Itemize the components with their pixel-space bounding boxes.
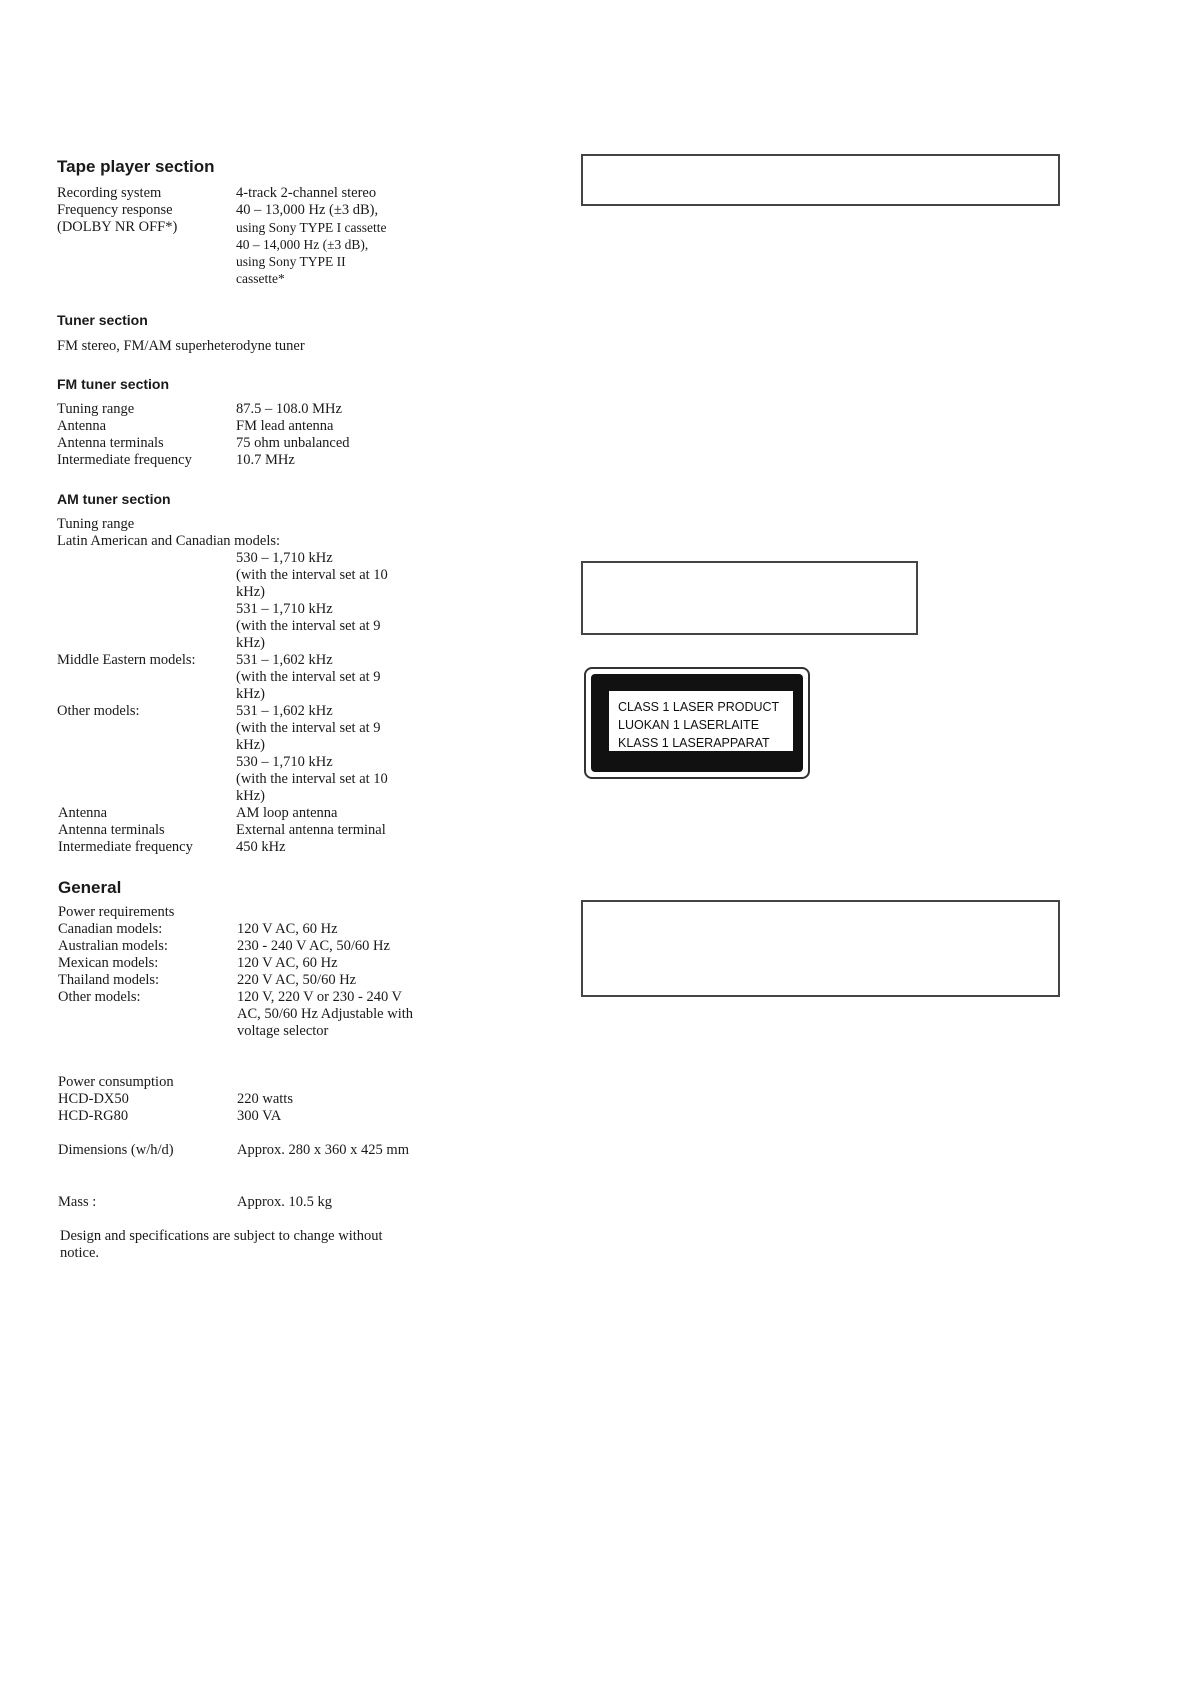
spec-value: 75 ohm unbalanced	[236, 435, 350, 451]
spec-value: 87.5 – 108.0 MHz	[236, 401, 342, 417]
spec-value: 120 V AC, 60 Hz	[237, 921, 338, 937]
spec-value: 450 kHz	[236, 839, 286, 855]
spec-value: 531 – 1,602 kHz	[236, 652, 333, 668]
tuner-section-heading: Tuner section	[57, 312, 148, 328]
spec-value: 230 - 240 V AC, 50/60 Hz	[237, 938, 390, 954]
spec-label: Other models:	[58, 989, 141, 1005]
laser-product-label	[584, 667, 810, 779]
spec-value: FM lead antenna	[236, 418, 334, 434]
am-section-heading: AM tuner section	[57, 491, 171, 507]
notice-box-middle	[581, 561, 918, 635]
spec-label: Intermediate frequency	[58, 839, 193, 855]
spec-label: Latin American and Canadian models:	[57, 533, 281, 549]
spec-label: Canadian models:	[58, 921, 163, 937]
spec-value: 530 – 1,710 kHz	[236, 754, 333, 770]
laser-label-text-area	[609, 691, 793, 751]
spec-value: 300 VA	[237, 1108, 282, 1124]
spec-label: Mexican models:	[58, 955, 159, 971]
spec-label: Antenna terminals	[57, 435, 164, 451]
fm-section-heading: FM tuner section	[57, 376, 170, 392]
spec-label: Dimensions (w/h/d)	[58, 1142, 174, 1158]
spec-value-note: (with the interval set at 9 kHz)	[236, 618, 381, 651]
spec-value: using Sony TYPE I cassette	[236, 220, 387, 235]
laser-label-line: CLASS 1 LASER PRODUCT	[618, 700, 780, 714]
spec-value-note: (with the interval set at 9 kHz)	[236, 720, 381, 753]
spec-value: 220 V AC, 50/60 Hz	[237, 972, 357, 988]
spec-value: 40 – 13,000 Hz (±3 dB),	[236, 202, 379, 218]
spec-value: External antenna terminal	[236, 822, 386, 838]
general-section-heading: General	[58, 878, 122, 897]
spec-value: AM loop antenna	[236, 805, 338, 821]
spec-value-note: (with the interval set at 9 kHz)	[236, 669, 381, 702]
notice-box-top	[581, 154, 1060, 206]
spec-label: Australian models:	[58, 938, 168, 954]
spec-value: 220 watts	[237, 1091, 293, 1107]
spec-value-note: (with the interval set at 10 kHz)	[236, 567, 388, 600]
spec-value: 530 – 1,710 kHz	[236, 550, 333, 566]
spec-value: using Sony TYPE II	[236, 254, 346, 269]
notice-box-bottom	[581, 900, 1060, 997]
notice-text: Design and specifications are subject to change without notice.	[60, 1228, 383, 1261]
spec-label: Antenna	[58, 805, 108, 821]
spec-value: 4-track 2-channel stereo	[236, 185, 377, 201]
spec-value-note: (with the interval set at 10 kHz)	[236, 771, 388, 804]
spec-label: Thailand models:	[58, 972, 160, 988]
spec-value: 120 V AC, 60 Hz	[237, 955, 338, 971]
spec-value: Approx. 280 x 360 x 425 mm	[237, 1142, 409, 1158]
spec-label: Power requirements	[58, 904, 175, 920]
spec-label: Mass :	[58, 1194, 97, 1210]
spec-value: cassette*	[236, 271, 285, 286]
tuner-description: FM stereo, FM/AM superheterodyne tuner	[57, 338, 305, 354]
spec-value: 10.7 MHz	[236, 452, 295, 468]
spec-label: HCD-DX50	[58, 1091, 129, 1107]
spec-value: 40 – 14,000 Hz (±3 dB),	[236, 237, 369, 252]
spec-label: (DOLBY NR OFF*)	[57, 219, 178, 235]
spec-value: Approx. 10.5 kg	[237, 1194, 333, 1210]
spec-label: Other models:	[57, 703, 140, 719]
laser-label-frame	[591, 674, 803, 772]
spec-label: HCD-RG80	[58, 1108, 129, 1124]
spec-label: Antenna terminals	[58, 822, 165, 838]
spec-label: Tuning range	[57, 516, 135, 532]
spec-label: Antenna	[57, 418, 107, 434]
tape-section-heading: Tape player section	[57, 157, 215, 176]
spec-label: Power consumption	[58, 1074, 174, 1090]
spec-label: Intermediate frequency	[57, 452, 192, 468]
spec-label: Frequency response	[57, 202, 173, 218]
spec-label: Recording system	[57, 185, 162, 201]
spec-value: 531 – 1,602 kHz	[236, 703, 333, 719]
spec-label: Tuning range	[57, 401, 135, 417]
spec-value: 531 – 1,710 kHz	[236, 601, 333, 617]
laser-label-line: LUOKAN 1 LASERLAITE	[618, 718, 760, 732]
laser-label-line: KLASS 1 LASERAPPARAT	[618, 736, 770, 750]
spec-value: 120 V, 220 V or 230 - 240 V AC, 50/60 Hz Adjustable with voltage selector	[237, 989, 414, 1039]
spec-label: Middle Eastern models:	[57, 652, 196, 668]
